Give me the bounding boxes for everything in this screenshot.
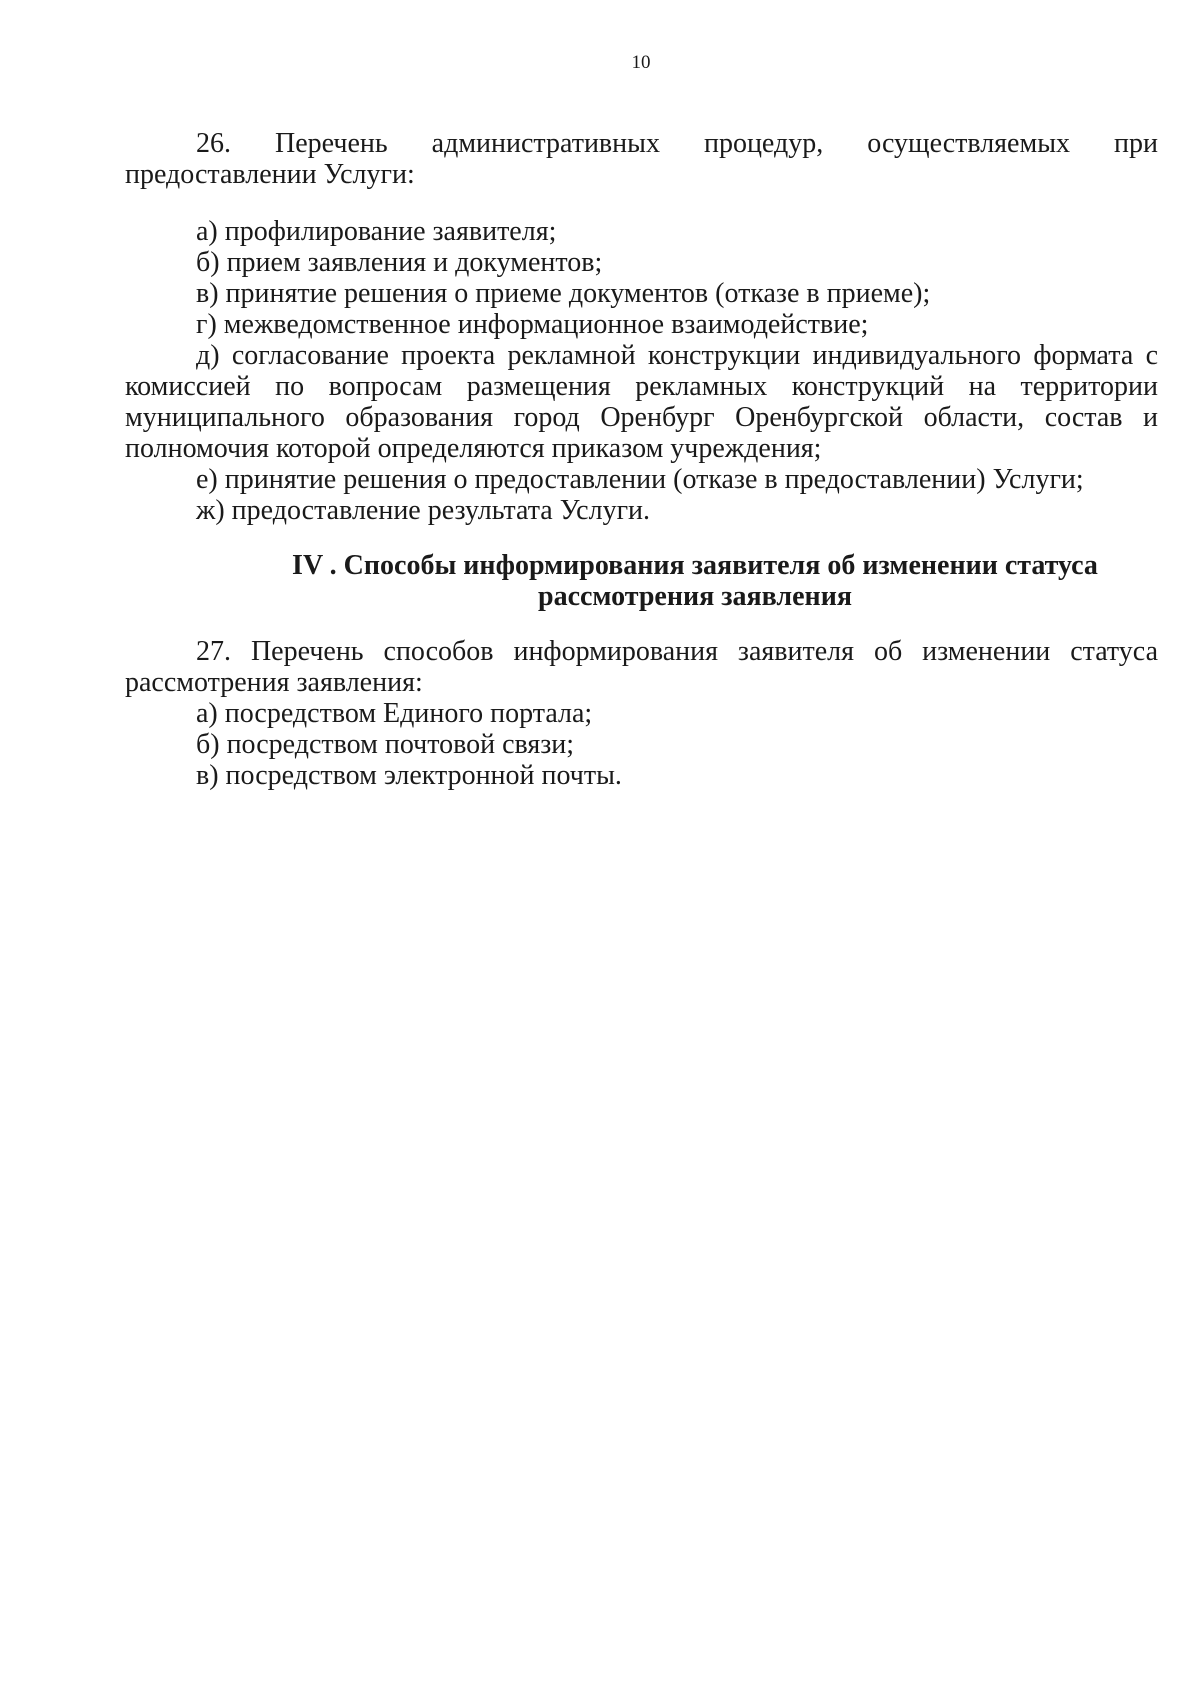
section-heading (230, 550, 1160, 612)
paragraph-27: 27. Перечень способов информирования заявителя об изменении статуса рассмотрения заявления: (125, 636, 1158, 698)
list-item: ж) предоставление результата Услуги. (196, 495, 651, 526)
list-item: в) посредством электронной почты. (196, 760, 622, 791)
section-27 (125, 636, 1158, 791)
list-item: б) прием заявления и документов; (196, 247, 603, 278)
section-26-intro (125, 128, 1158, 190)
list-item: е) принятие решения о предоставлении (отказе в предоставлении) Услуги; (196, 464, 1084, 495)
page-number: 10 (631, 52, 651, 73)
section-26-list (125, 216, 1158, 526)
section-heading-line-1: IV . Способы информирования заявителя об изменении статуса (292, 550, 1098, 581)
list-item: а) профилирование заявителя; (196, 216, 557, 247)
section-heading-line-2: рассмотрения заявления (538, 581, 852, 612)
list-item: г) межведомственное информационное взаимодействие; (196, 309, 869, 340)
list-item: а) посредством Единого портала; (196, 698, 593, 729)
paragraph-26: 26. Перечень административных процедур, осуществляемых при предоставлении Услуги: (125, 128, 1158, 190)
list-item: в) принятие решения о приеме документов (отказе в приеме); (196, 278, 931, 309)
list-item: б) посредством почтовой связи; (196, 729, 575, 760)
list-item: д) согласование проекта рекламной конструкции индивидуального формата с комиссией по вопросам размещения рекламных конструкций на территории муниципального образования город Оренбург Оренбургской области, состав и полномочия которой определяются приказом учреждения; (125, 340, 1158, 464)
